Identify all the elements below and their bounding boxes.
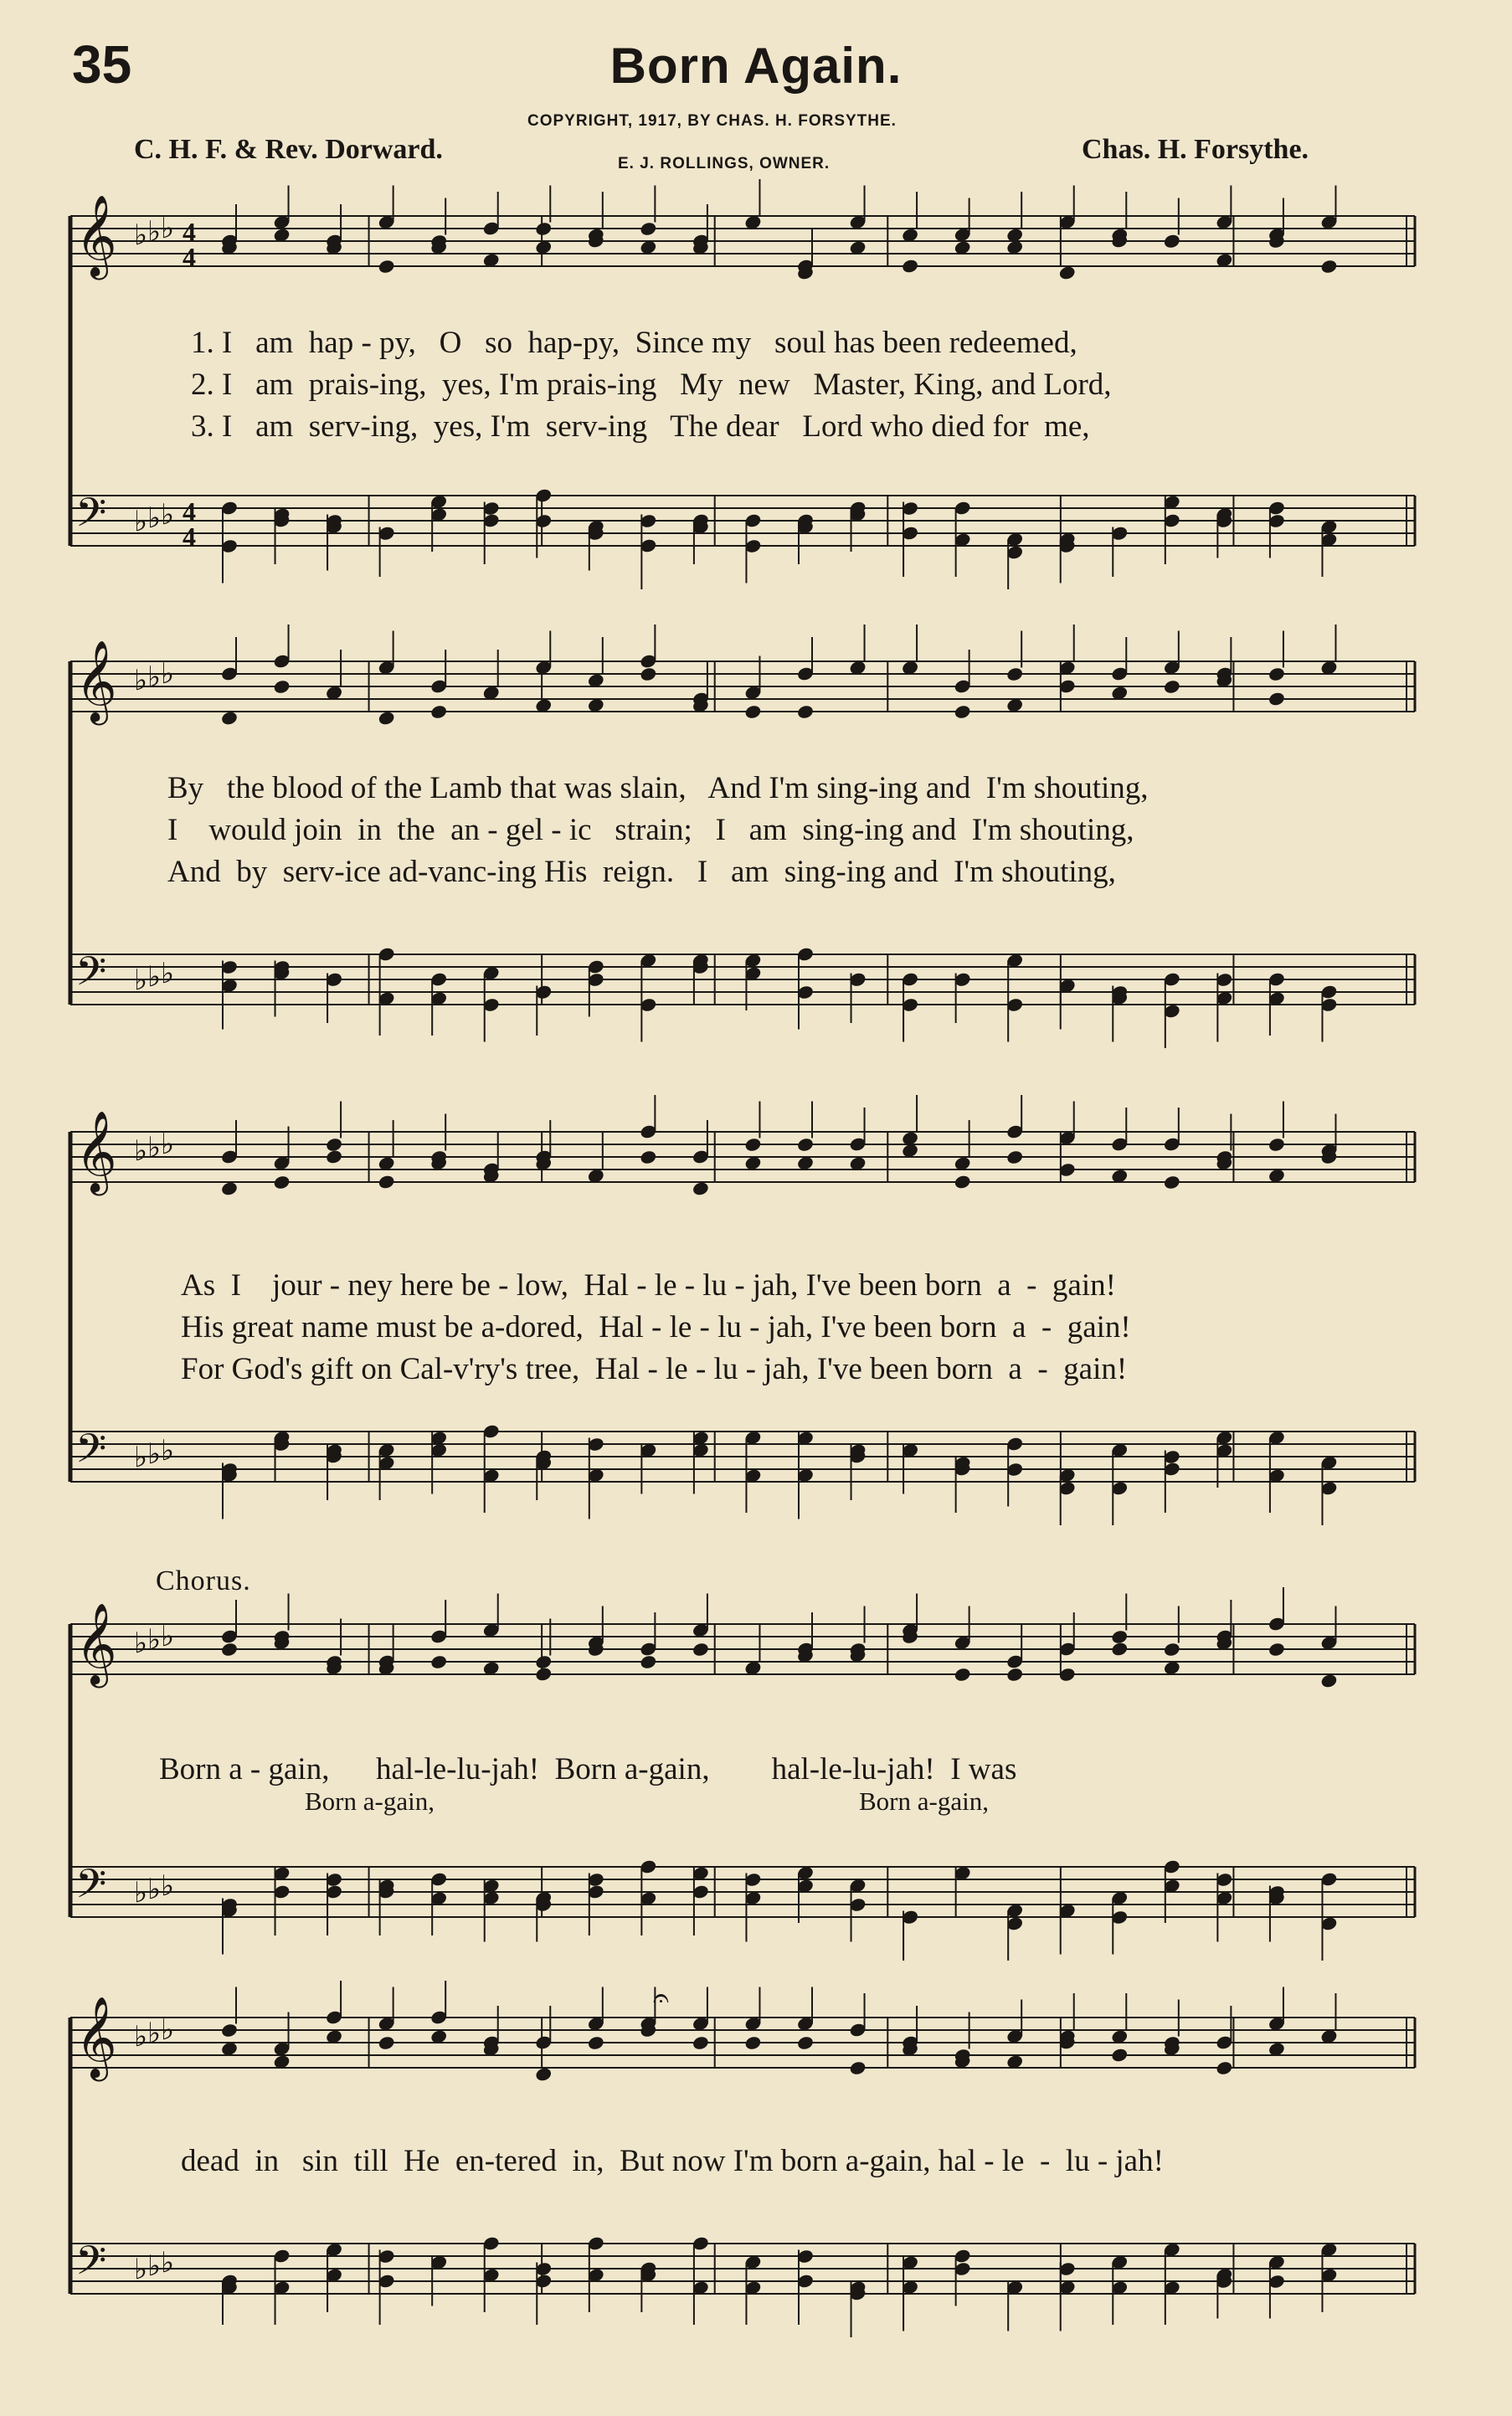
flat-icon: ♭	[161, 1434, 175, 1468]
verse-3-line-1: 3. I am serv-ing, yes, I'm serv-ing The dear Lord who died for me,	[191, 409, 1090, 444]
note-head	[1268, 1137, 1286, 1153]
note-head	[744, 704, 763, 720]
note-head	[1005, 1149, 1024, 1165]
flat-icon: ♭	[134, 218, 148, 252]
flat-icon: ♭	[161, 1128, 175, 1161]
note-head	[534, 1654, 553, 1670]
note-head	[378, 1174, 396, 1190]
treble-clef-icon: 𝄞	[75, 1602, 117, 1684]
flat-icon: ♭	[147, 1623, 162, 1657]
note-head	[640, 1654, 658, 1670]
note-head	[744, 1137, 763, 1153]
hymn-title: Born Again.	[609, 38, 903, 94]
flat-icon: ♭	[147, 1131, 162, 1164]
lyricist-credit: C. H. F. & Rev. Dorward.	[134, 134, 443, 165]
note-head	[901, 258, 919, 274]
time-signature: 4	[183, 496, 196, 527]
flat-icon: ♭	[134, 664, 148, 697]
note-head	[587, 2035, 605, 2051]
hymn-number: 35	[72, 34, 132, 95]
chorus-bass-echo-2: Born a-gain,	[859, 1786, 989, 1816]
flat-icon: ♭	[134, 1627, 148, 1660]
flat-icon: ♭	[134, 2253, 148, 2286]
owner-notice: E. J. ROLLINGS, OWNER.	[618, 155, 831, 172]
note-head	[849, 2060, 867, 2076]
note-head	[1320, 259, 1339, 275]
verse-1-line-1: 1. I am hap - py, O so hap-py, Since my soul has been redeemed,	[191, 326, 1077, 360]
flat-icon: ♭	[147, 1873, 162, 1906]
chorus-label: Chorus.	[156, 1565, 251, 1596]
note-head	[744, 2035, 763, 2051]
treble-clef-icon: 𝄞	[75, 1996, 117, 2078]
verse-2-line-1: 2. I am prais-ing, yes, I'm prais-ing My new Master, King, and Lord,	[191, 368, 1112, 402]
note-head	[796, 704, 815, 720]
note-head	[954, 1174, 972, 1190]
note-head	[325, 1149, 343, 1164]
verse-2-line-2: I would join in the an - gel - ic strain; I am sing-ing and I'm shouting,	[167, 813, 1134, 847]
note-head	[1216, 2060, 1234, 2076]
note-head	[220, 1180, 239, 1196]
note-head	[534, 1666, 553, 1682]
note-head	[534, 221, 553, 237]
bass-clef-icon: 𝄢	[75, 489, 107, 546]
treble-clef-icon: 𝄞	[75, 1110, 117, 1192]
note-head	[1005, 666, 1024, 682]
note-head	[1163, 1175, 1181, 1190]
note-head	[796, 2035, 815, 2051]
note-head	[1268, 1642, 1286, 1658]
flat-icon: ♭	[161, 498, 175, 532]
note-head	[378, 259, 396, 275]
note-head	[1005, 1667, 1024, 1683]
note-head	[220, 1642, 239, 1658]
note-head	[692, 1642, 710, 1658]
note-head	[534, 2066, 553, 2082]
bass-clef-icon: 𝄢	[75, 2237, 107, 2294]
flat-icon: ♭	[147, 215, 162, 249]
flat-icon: ♭	[161, 657, 175, 691]
chorus-bass-echo-1: Born a-gain,	[305, 1786, 435, 1816]
note-head	[1163, 679, 1181, 695]
verse-3-line-2: And by serv-ice ad-vanc-ing His reign. I am sing-ing and I'm shouting,	[167, 855, 1116, 889]
verse-1-line-3: As I jour - ney here be - low, Hal - le - lu - jah, I've been born a - gain!	[181, 1268, 1116, 1303]
composer-credit: Chas. H. Forsythe.	[1082, 134, 1309, 165]
note-head	[1110, 2047, 1129, 2063]
verse-2-line-3: His great name must be a-dored, Hal - le - lu - jah, I've been born a - gain!	[181, 1310, 1131, 1344]
time-signature: 4	[183, 522, 196, 552]
flat-icon: ♭	[161, 1620, 175, 1653]
chorus-line-2: dead in sin till He en-tered in, But now I'm born a-gain, hal - le - lu - jah!	[181, 2144, 1164, 2178]
note-head	[640, 221, 658, 237]
flat-icon: ♭	[134, 505, 148, 538]
bass-clef-icon: 𝄢	[75, 1425, 107, 1482]
fermata-icon: 𝄐	[653, 1982, 669, 2015]
note-head	[220, 710, 239, 726]
flat-icon: ♭	[161, 1869, 175, 1903]
flat-icon: ♭	[147, 501, 162, 535]
flat-icon: ♭	[134, 1441, 148, 1474]
note-head	[429, 1654, 448, 1670]
note-head	[640, 1149, 658, 1165]
note-head	[1320, 1673, 1339, 1689]
note-head	[429, 704, 448, 720]
flat-icon: ♭	[147, 2017, 162, 2050]
flat-icon: ♭	[134, 1876, 148, 1910]
treble-clef-icon: 𝄞	[75, 640, 117, 722]
bass-clef-icon: 𝄢	[75, 1860, 107, 1917]
bass-clef-icon: 𝄢	[75, 948, 107, 1005]
note-head	[692, 2035, 710, 2051]
note-head	[1163, 1642, 1181, 1658]
treble-clef-icon: 𝄞	[75, 194, 117, 276]
note-head	[1163, 234, 1181, 249]
flat-icon: ♭	[147, 2249, 162, 2283]
note-head	[1268, 666, 1286, 682]
flat-icon: ♭	[134, 2020, 148, 2054]
verse-3-line-3: For God's gift on Cal-v'ry's tree, Hal - le - lu - jah, I've been born a - gain!	[181, 1352, 1128, 1386]
flat-icon: ♭	[147, 1437, 162, 1471]
flat-icon: ♭	[147, 661, 162, 694]
note-head	[1058, 265, 1077, 280]
note-head	[273, 1175, 291, 1190]
flat-icon: ♭	[147, 960, 162, 994]
note-head	[954, 1667, 972, 1683]
note-head	[796, 1137, 815, 1153]
note-head	[1110, 1641, 1129, 1657]
note-head	[1268, 691, 1286, 707]
note-head	[220, 2023, 239, 2038]
copyright-notice: COPYRIGHT, 1917, BY CHAS. H. FORSYTHE.	[527, 112, 897, 130]
flat-icon: ♭	[134, 964, 148, 997]
flat-icon: ♭	[161, 2013, 175, 2047]
note-head	[378, 710, 396, 726]
chorus-line-1: Born a - gain, hal-le-lu-jah! Born a-gain, hal-le-lu-jah! I was	[159, 1752, 1017, 1786]
note-head	[954, 704, 972, 720]
time-signature: 4	[183, 242, 196, 272]
note-head	[640, 666, 658, 682]
time-signature: 4	[183, 217, 196, 247]
note-head	[378, 2035, 396, 2051]
flat-icon: ♭	[161, 212, 175, 245]
note-head	[325, 1137, 343, 1153]
flat-icon: ♭	[134, 1134, 148, 1168]
note-head	[1110, 1629, 1129, 1645]
note-head	[692, 1180, 710, 1196]
verse-1-line-2: By the blood of the Lamb that was slain, And I'm sing-ing and I'm shouting,	[167, 771, 1149, 805]
flat-icon: ♭	[161, 2246, 175, 2280]
flat-icon: ♭	[161, 957, 175, 990]
note-head	[273, 679, 291, 695]
